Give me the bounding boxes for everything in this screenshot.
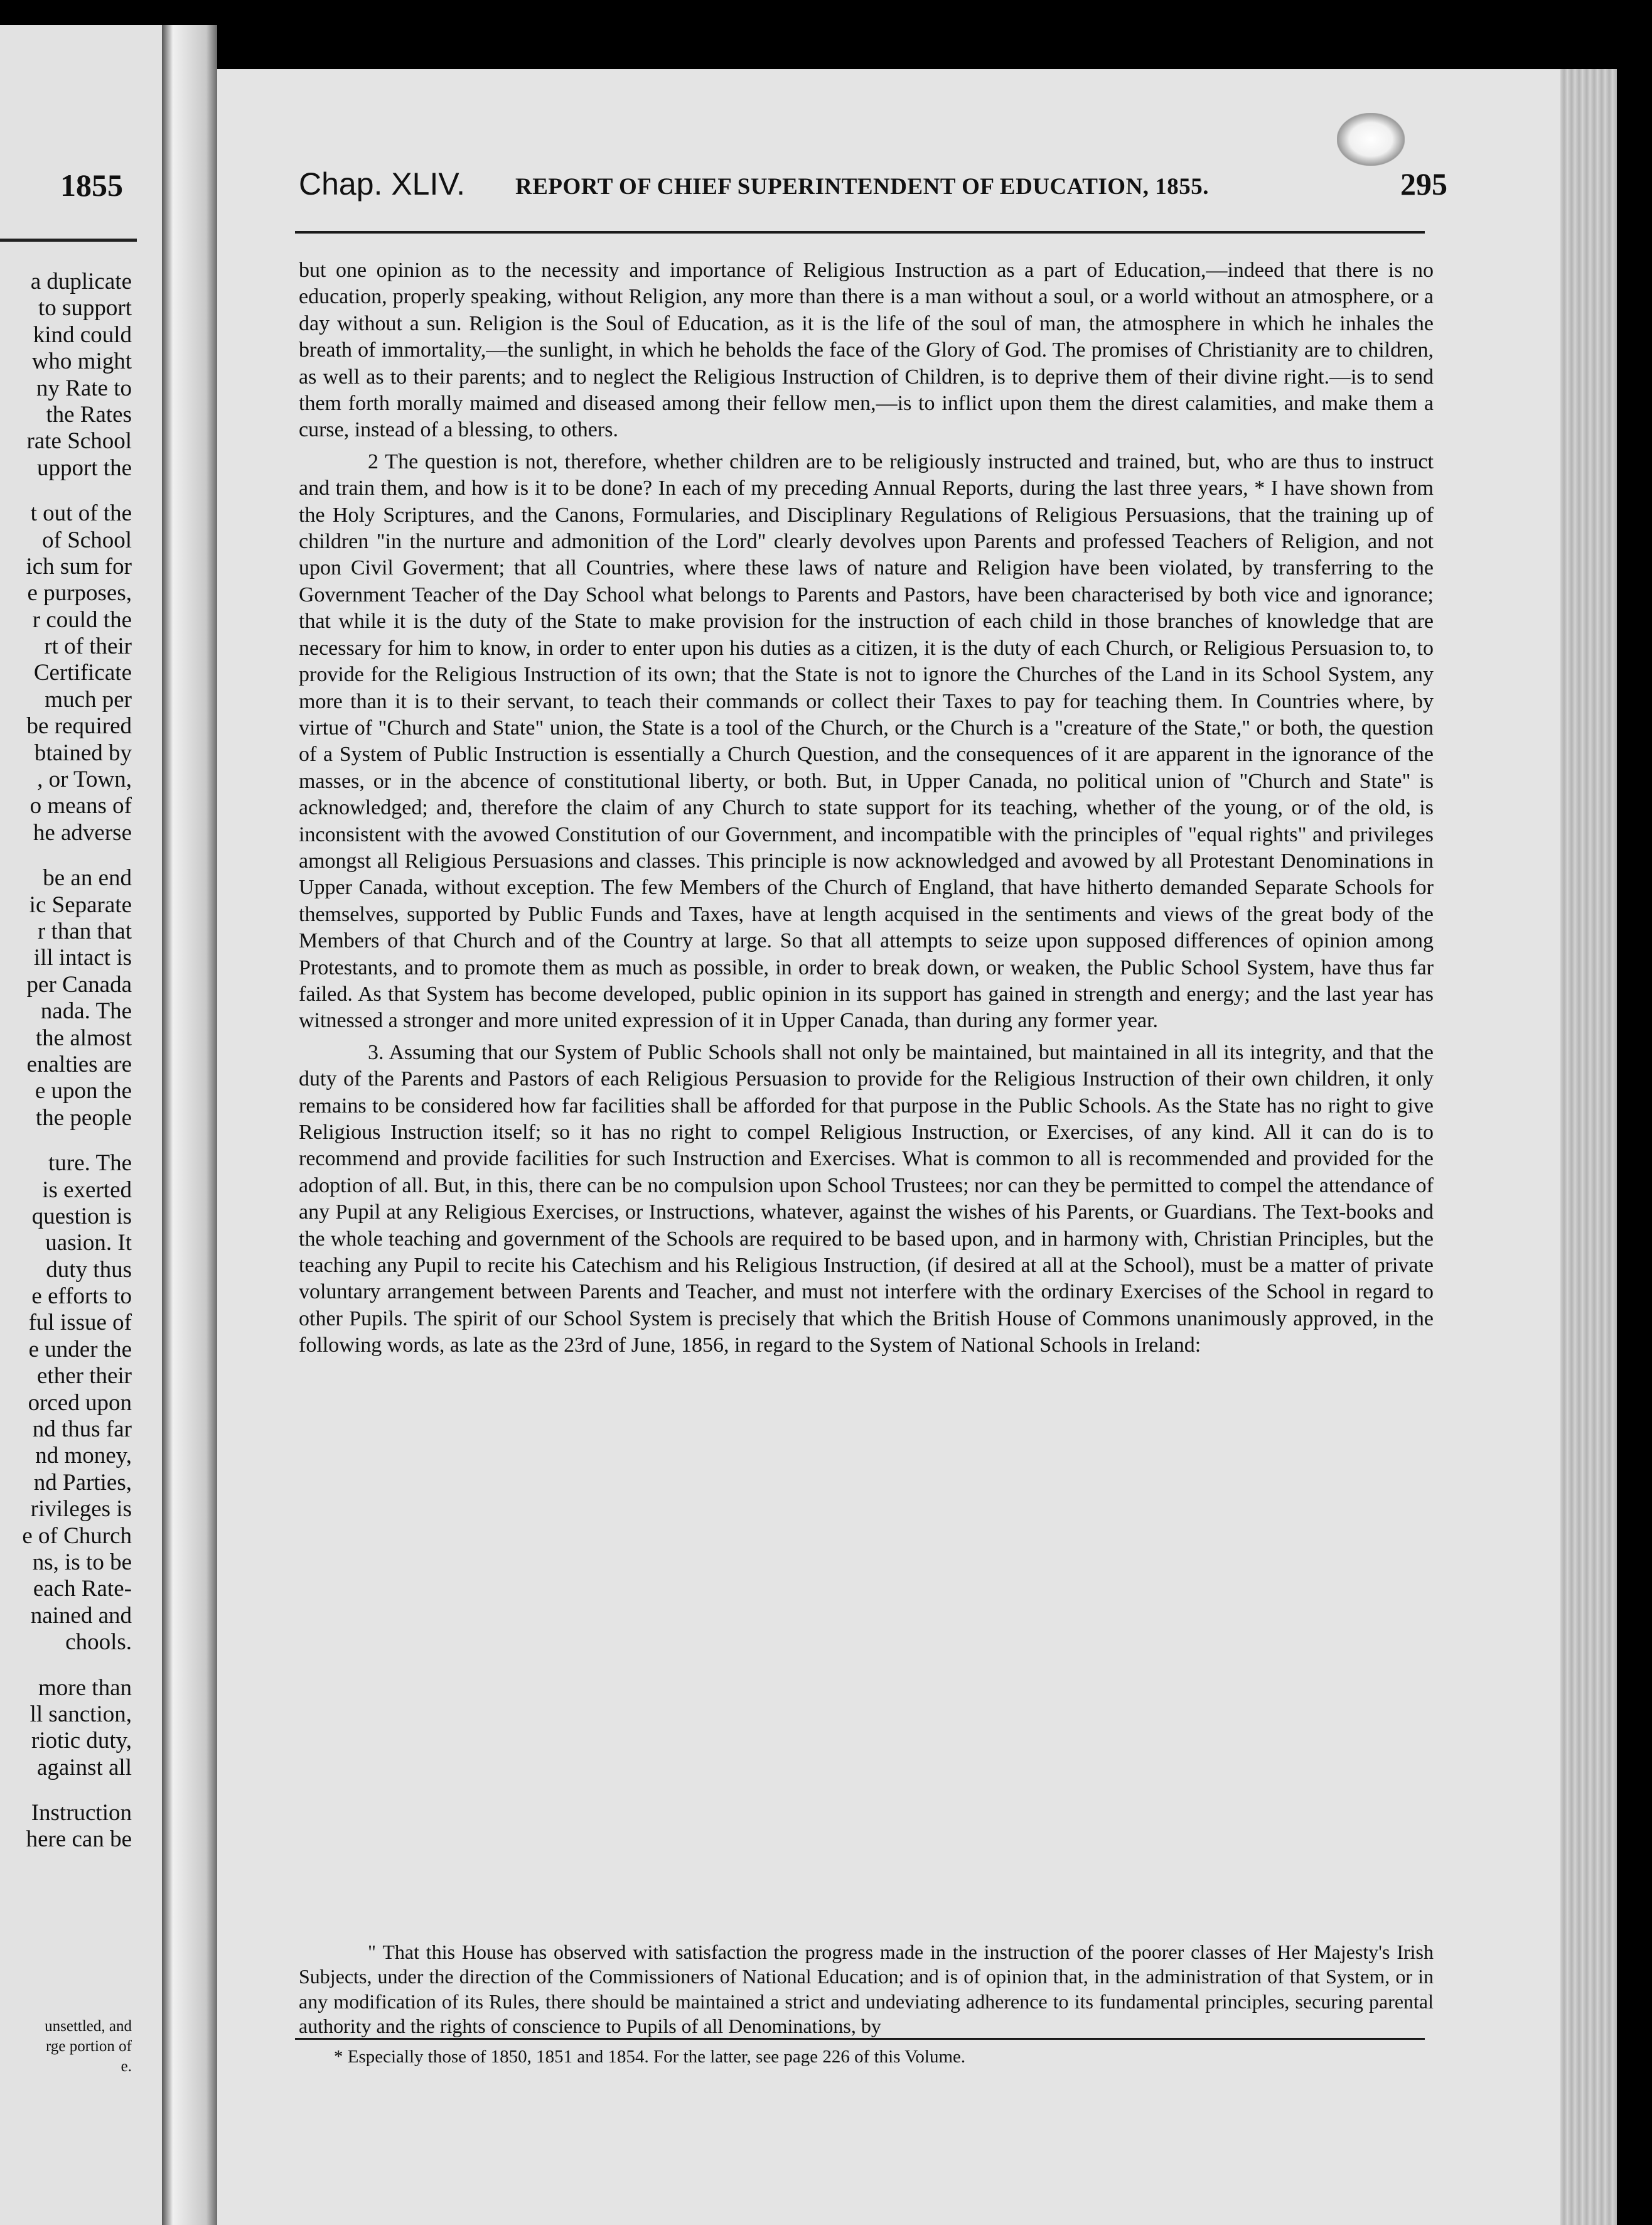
facing-page-line: chools. [65,1629,132,1656]
facing-page-line: enalties are [26,1051,132,1077]
facing-page-line: nd Parties, [33,1469,132,1495]
facing-page-line: orced upon [28,1389,132,1416]
facing-page-line: t out of the [30,500,132,527]
facing-page-line: upport the [36,455,132,481]
facing-page-line: e of Church [22,1522,132,1549]
facing-page-line [0,482,132,500]
chapter-label: Chap. XLIV. [299,166,466,202]
paragraph-2: 2 The question is not, therefore, whether children are to be religiously instructed and trained, but, who are thus to instruct and train them, and how is it to be done? In each of my preceding Annual Reports, during the last three years, * I have shown from the Holy Scriptures, and the Canons, Formularies, and Disciplinary Regulations of Religious Persuasions, that the training up of children "in the nurture and admonition of the Lord" clearly devolves upon Parents and professed Teachers of Religion, and not upon Civil Goverment; that all Countries, where these laws of nature and Religion have been violated, by transferring to the Government Teacher of the Day School what belongs to Parents and Pastors, have been characterised by both vice and ignorance; that while it is the duty of the State to make provision for the instruction of each child in those branches of knowledge that are necessary for him to know, in order to enter upon his duties as a citizen, it is the duty of each Church, or Religious Persuasion to, to provide for the Religious Instruction of its own; that the State is not to ignore the Churches of the Land in its School System, any more than it is to their servant, to teach their commands or collect their Taxes to pay for teaching them. In Countries where, by virtue of "Church and State" union, the State is a tool of the Church, or the Church is a "creature of the State," or both, the question of a System of Public Instruction is essentially a Church Question, and the consequences of it are apparent in the ignorance of the masses, or in the abcence of constitutional liberty, or both. But, in Upper Canada, no political union of "Church and State" is acknowledged; and, therefore the claim of any Church to state support for its teaching, whether of the young, or of the old, is inconsistent with the avowed Constitution of our Government, and incompatible with the principles of "equal rights" and privileges amongst all Religious Persuasions and classes. This principle is now acknowledged and avowed by all Protestant Denominations in Upper Canada, without exception. The few Members of the Church of England, that have hitherto demanded Separate Schools for themselves, supported by Public Funds and Taxes, have at length acquised in the sentiments and views of the great body of the Members of that Church and of the Country at large. So that all attempts to seize upon supposed differences of opinion among Protestants, and to promote them as much as possible, in order to break down, or weaken, the Public School System, have thus far failed. As that System has become developed, public opinion in its support has gained in strength and energy; and the last year has witnessed a stronger and more united expression of it in Upper Canada, than during any former year. [299,450,1434,1033]
facing-page-line: nd thus far [32,1416,132,1443]
facing-page-line: much per [45,686,132,713]
facing-page-line: each Rate- [33,1576,132,1602]
facing-page-line: rate School [26,428,132,455]
facing-page-footnote [45,2017,132,2077]
footnote: * Especially those of 1850, 1851 and 1854. For the latter, see page 226 of this Volume. [334,2047,966,2067]
paragraph-3: 3. Assuming that our System of Public Schools shall not only be maintained, but maintained in all its integrity, and that the duty of the Parents and Pastors of each Religious Persuasion to provide for the Religious Instruction of their own children, it only remains to be considered how far facilities shall be afforded for that purpose in the Public Schools. As the State has no right to give Religious Instruction itself; so it has no right to compel Religious Instruction, or Exercises, of any kind. All it can do is to recommend and provide facilities for such Instruction and Exercises. What is common to all is recommended and provided for the adoption of all. But, in this, there can be no compulsion upon School Trustees; nor can they be permitted to compel the attendance of any Pupil at any Religious Exercises, or Instructions, whatever, against the wishes of his Parents, or Guardians. The Text-books and the whole teaching and government of the Schools are required to be based upon, and in harmony with, Christian Principles, but the teaching any Pupil to recite his Catechism and his Religious Instruction, (if desired at all at the School), must be a matter of private voluntary arrangement between Parents and Teacher, and must not interfere with the ordinary Exercises of the School in regard to other Pupils. The spirit of our School System is precisely that which the British House of Commons unanimously approved, in the following words, as late as the 23rd of June, 1856, in regard to the System of National Schools in Ireland: [299,1040,1434,1357]
facing-page-line: ic Separate [29,892,132,918]
facing-page-line: question is [31,1203,132,1229]
facing-page-line: nd money, [35,1443,132,1469]
paragraph-1: but one opinion as to the necessity and importance of Religious Instruction as a part of Education,—indeed that there is no education, properly speaking, without Religion, any more than there is a man without a soul, or a world without an atmosphere, or a day without a sun. Religion is the Soul of Education, as it is the life of the soul of man, the atmosphere in which he inhales the breath of immortality,—the sunlight, in which he beholds the face of the Glory of God. The promises of Christianity are to children, as well as to their parents; and to neglect the Religious Instruction of Children, is to deprive them of their divine right.—is to send them forth morally maimed and diseased among their fellow men,—is to inflict upon them the direst calamities, and make them a curse, instead of a blessing, to others. [299,259,1434,442]
running-title: REPORT OF CHIEF SUPERINTENDENT OF EDUCATION, 1855. [515,174,1210,200]
facing-page-line: to support [38,295,132,321]
facing-page-line: rt of their [44,633,132,660]
facing-page-line: nained and [30,1602,132,1629]
facing-page-line: nada. The [40,998,132,1025]
facing-page-line: uasion. It [45,1230,132,1256]
facing-page-line: be required [26,713,132,740]
facing-page-line: e purposes, [27,580,132,606]
facing-page-line: ful issue of [28,1310,132,1336]
facing-page-line: a duplicate [30,269,132,294]
facing-page-line: Instruction [31,1800,132,1826]
body-text [299,257,1434,1359]
facing-page-line: ture. The [48,1150,132,1177]
facing-page-line: , or Town, [37,767,132,793]
book-gutter [162,25,217,2225]
facing-page-line: against all [36,1754,132,1781]
facing-footnote-line: e. [121,2058,132,2075]
facing-page-line: ether their [37,1363,132,1389]
running-header [299,166,1447,210]
facing-page-line: the Rates [46,401,132,428]
facing-page-number: 1855 [60,168,123,203]
facing-page-line: be an end [43,865,132,892]
facing-page-line: ny Rate to [36,375,132,401]
header-rule [295,231,1425,234]
paper-damage-spot [1337,113,1405,166]
page-number: 295 [1400,166,1447,202]
facing-page-line: ns, is to be [32,1549,132,1575]
facing-page-line: rivileges is [30,1496,132,1522]
facing-page-line [0,1781,132,1800]
facing-page-line [0,1656,132,1675]
facing-page-line: riotic duty, [31,1728,132,1754]
facing-page-line [0,1131,132,1150]
facing-header-rule [0,239,137,242]
facing-page-fragment [0,25,162,2225]
facing-page-line: the almost [35,1025,132,1051]
facing-page-line: he adverse [33,819,132,846]
facing-page-line: e efforts to [31,1283,132,1310]
facing-footnote-line: rge portion of [45,2038,132,2055]
facing-page-line: of School [42,527,132,553]
facing-page-line: e upon the [35,1078,132,1104]
facing-page-line: who might [31,348,132,375]
facing-page-line: is exerted [42,1177,132,1203]
facing-footnote-line: unsettled, and [45,2018,132,2035]
facing-page-line: kind could [33,321,132,348]
facing-page-line: e under the [28,1336,132,1362]
facing-page-line: o means of [30,793,132,819]
facing-page-line: ill intact is [33,945,132,971]
facing-page-line: the people [35,1104,132,1131]
facing-page-line: btained by [34,740,132,766]
facing-page-line: r than that [37,918,132,944]
facing-page-line [0,846,132,865]
facing-page-line: Certificate [33,660,132,686]
footnote-rule [295,2038,1425,2040]
page-edge [1560,69,1617,2225]
facing-page-line: per Canada [26,971,132,998]
quoted-resolution: " That this House has observed with satisfaction the progress made in the instruction of the poorer classes of Her Majesty's Irish Subjects, under the direction of the Commissioners of National Education; and is of opinion that, in the administration of that System, or in any modification of its Rules, there should be maintained a strict and undeviating adherence to its fundamental principles, securing parental authority and the rights of conscience to Pupils of all Denominations, by [299,1941,1434,2038]
facing-page-line: duty thus [46,1256,132,1283]
facing-page-line: here can be [26,1826,132,1853]
page [217,69,1560,2225]
facing-page-line: ll sanction, [30,1701,132,1727]
facing-page-line: ich sum for [26,553,132,579]
facing-page-text [0,269,132,1853]
facing-page-line: more than [38,1674,132,1701]
facing-page-line: r could the [32,606,132,633]
